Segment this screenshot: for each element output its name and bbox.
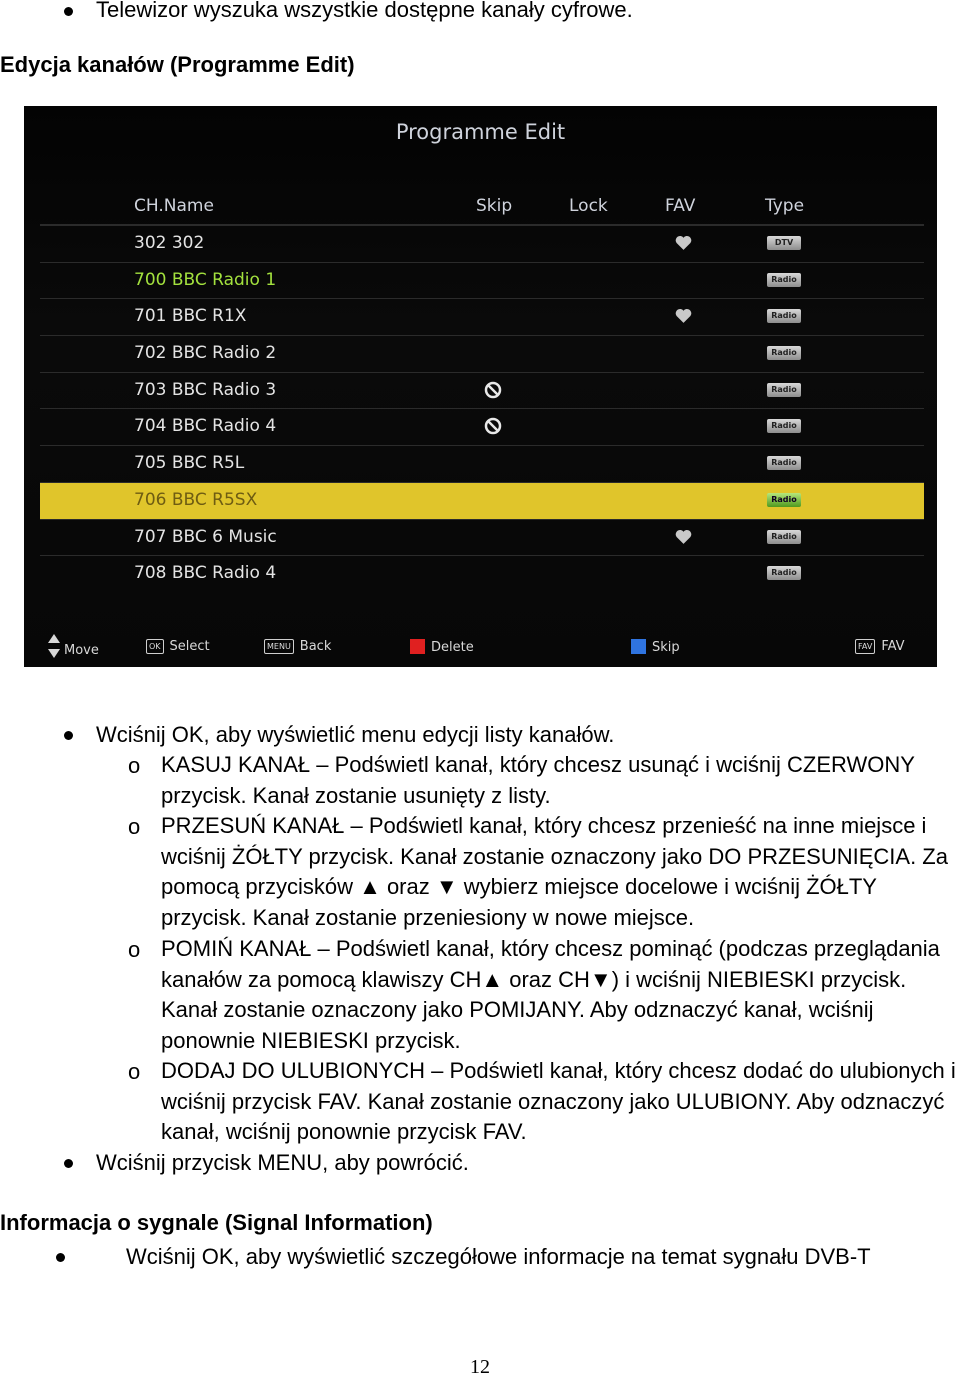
channel-name: 700 BBC Radio 1 xyxy=(134,269,277,290)
page-number: 12 xyxy=(470,1356,490,1378)
sub-item-text xyxy=(161,811,956,933)
sub-item-text xyxy=(161,1056,956,1148)
favourite-heart-icon xyxy=(675,308,692,324)
channel-name: 707 BBC 6 Music xyxy=(134,526,277,547)
channel-name: 704 BBC Radio 4 xyxy=(134,416,277,437)
sub-item-line: DODAJ DO ULUBIONYCH – Podświetl kanał, który chcesz dodać do ulubionych i xyxy=(161,1058,956,1083)
footer-skip-label: Skip xyxy=(652,640,680,655)
footer-back xyxy=(264,639,331,654)
bullet-menu-text: Wciśnij przycisk MENU, aby powrócić. xyxy=(96,1150,469,1175)
channel-name: 706 BBC R5SX xyxy=(134,489,258,510)
channel-table-header xyxy=(40,189,924,225)
red-button-icon xyxy=(410,639,425,654)
footer-select xyxy=(146,639,210,654)
channel-name: 701 BBC R1X xyxy=(134,306,247,327)
footer-back-label: Back xyxy=(299,639,332,654)
footer-move-label: Move xyxy=(64,643,99,658)
sub-item-line: przycisk. Kanał zostanie usunięty z listy. xyxy=(161,782,551,808)
type-badge: Radio xyxy=(767,346,801,360)
blue-button-icon xyxy=(631,639,646,654)
channel-row[interactable] xyxy=(40,225,924,262)
channel-row[interactable] xyxy=(40,482,924,519)
fav-key-icon: FAV xyxy=(855,639,875,654)
sub-item-line: kanał, wciśnij ponownie przycisk FAV. xyxy=(161,1119,527,1145)
footer-fav xyxy=(855,639,905,654)
type-badge: Radio xyxy=(767,493,801,507)
sub-item-text xyxy=(161,750,956,811)
channel-row[interactable] xyxy=(40,372,924,409)
footer-delete-label: Delete xyxy=(431,640,474,655)
channel-row[interactable] xyxy=(40,262,924,299)
channel-row[interactable] xyxy=(40,298,924,335)
type-badge: Radio xyxy=(767,530,801,544)
sub-item-marker: o xyxy=(128,937,141,962)
type-badge: DTV xyxy=(767,236,801,250)
footer-fav-label: FAV xyxy=(881,639,905,654)
ok-key-icon: OK xyxy=(146,639,164,654)
type-badge: Radio xyxy=(767,419,801,433)
sub-item-line: kanałów za pomocą klawiszy CH▲ oraz CH▼) i wciśnij NIEBIESKI przycisk. xyxy=(161,966,907,992)
section-heading-programme-edit: Edycja kanałów (Programme Edit) xyxy=(0,52,355,77)
type-badge: Radio xyxy=(767,456,801,470)
sub-item-text xyxy=(161,934,956,1056)
footer-skip xyxy=(631,639,680,655)
sub-item-marker: o xyxy=(128,1059,141,1084)
skip-mark-icon xyxy=(484,417,502,435)
type-badge: Radio xyxy=(767,309,801,323)
channel-row[interactable] xyxy=(40,408,924,445)
sub-item-line: Kanał zostanie oznaczony jako POMIJANY. Aby odznaczyć kanał, wciśnij xyxy=(161,997,874,1023)
channel-name: 705 BBC R5L xyxy=(134,453,245,474)
header-fav: FAV xyxy=(665,196,696,216)
type-badge: Radio xyxy=(767,383,801,397)
bullet-ok-text: Wciśnij OK, aby wyświetlić menu edycji listy kanałów. xyxy=(96,722,615,747)
sub-item-line: przycisk. Kanał zostanie przeniesiony w nowe miejsce. xyxy=(161,904,695,930)
channel-row[interactable] xyxy=(40,445,924,482)
channel-rows xyxy=(40,225,924,592)
header-type: Type xyxy=(765,196,805,216)
bullet-dot xyxy=(56,1253,65,1262)
type-badge: Radio xyxy=(767,273,801,287)
channel-row[interactable] xyxy=(40,519,924,556)
sub-item-marker: o xyxy=(128,753,141,778)
channel-name: 302 302 xyxy=(134,233,205,253)
sub-item-line: ponownie NIEBIESKI przycisk. xyxy=(161,1027,461,1053)
up-down-arrows-icon xyxy=(48,634,60,658)
header-skip: Skip xyxy=(476,196,513,216)
tv-programme-edit-screenshot xyxy=(24,106,937,667)
intro-bullet-text: Telewizor wyszuka wszystkie dostępne kanały cyfrowe. xyxy=(96,0,633,22)
bullet-signal-text: Wciśnij OK, aby wyświetlić szczegółowe informacje na temat sygnału DVB-T xyxy=(126,1244,871,1269)
bullet-dot xyxy=(64,731,73,740)
sub-item-line: pomocą przycisków ▲ oraz ▼ wybierz miejsce docelowe i wciśnij ŻÓŁTY xyxy=(161,874,877,900)
favourite-heart-icon xyxy=(675,529,692,545)
channel-row[interactable] xyxy=(40,335,924,372)
menu-key-icon: MENU xyxy=(264,639,294,654)
bullet-dot xyxy=(64,1159,73,1168)
tv-menu-title: Programme Edit xyxy=(395,120,566,144)
footer-delete xyxy=(410,639,474,655)
sub-item-line: PRZESUŃ KANAŁ – Podświetl kanał, który chcesz przenieść na inne miejsce i xyxy=(161,813,927,838)
channel-name: 703 BBC Radio 3 xyxy=(134,379,277,400)
channel-name: 702 BBC Radio 2 xyxy=(134,343,277,364)
sub-item-marker: o xyxy=(128,814,141,839)
channel-row[interactable] xyxy=(40,555,924,592)
favourite-heart-icon xyxy=(675,235,692,251)
section-heading-signal-information: Informacja o sygnale (Signal Information) xyxy=(0,1210,433,1235)
sub-item-line: wciśnij ŻÓŁTY przycisk. Kanał zostanie oznaczony jako DO PRZESUNIĘCIA. Za xyxy=(161,843,948,869)
tv-footer-legend xyxy=(24,634,937,664)
footer-move xyxy=(48,634,99,658)
sub-item-line: KASUJ KANAŁ – Podświetl kanał, który chcesz usunąć i wciśnij CZERWONY xyxy=(161,752,915,777)
type-badge: Radio xyxy=(767,566,801,580)
sub-item-line: wciśnij przycisk FAV. Kanał zostanie oznaczony jako ULUBIONY. Aby odznaczyć xyxy=(161,1088,945,1114)
footer-select-label: Select xyxy=(169,639,210,654)
channel-table xyxy=(40,189,924,592)
bullet-dot xyxy=(64,7,73,16)
header-lock: Lock xyxy=(569,196,608,216)
sub-item-line: POMIŃ KANAŁ – Podświetl kanał, który chcesz pominąć (podczas przeglądania xyxy=(161,936,940,961)
channel-name: 708 BBC Radio 4 xyxy=(134,563,277,584)
skip-mark-icon xyxy=(484,381,502,399)
header-ch-name: CH.Name xyxy=(134,196,214,216)
